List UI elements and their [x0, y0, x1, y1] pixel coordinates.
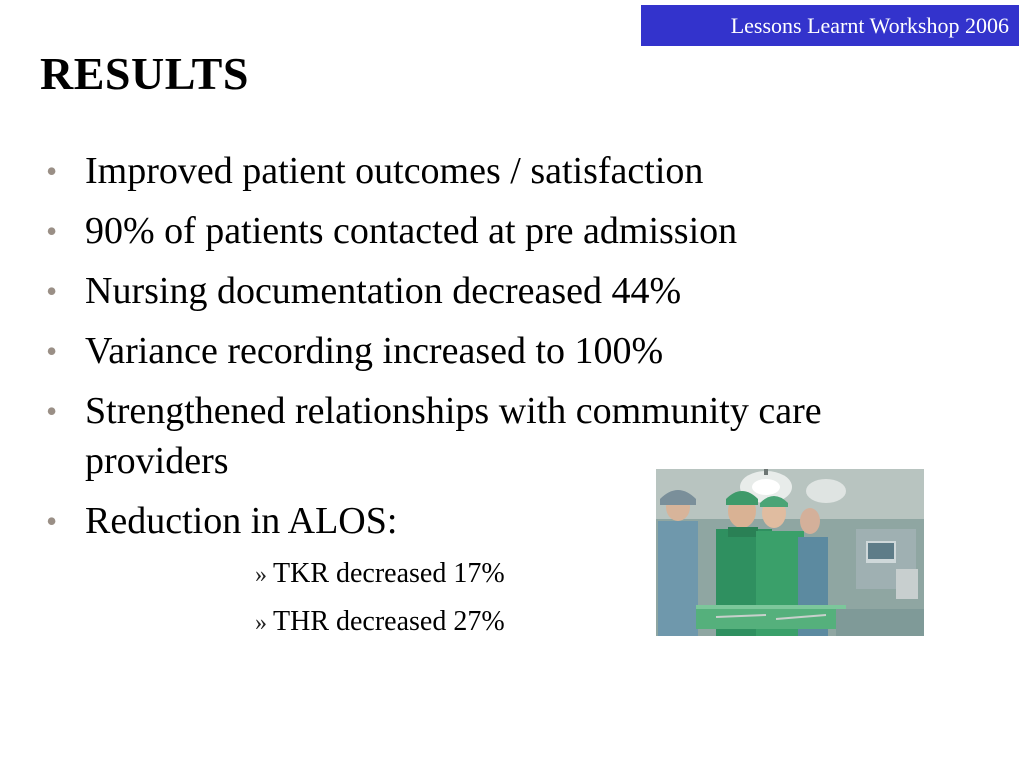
bullet-text: Variance recording increased to 100% [85, 330, 664, 372]
sub-bullet-item [255, 604, 505, 641]
bullet-text: Nursing documentation decreased 44% [85, 270, 682, 312]
bullet-dot-icon: • [46, 503, 58, 539]
sub-bullet-text: THR decreased 27% [273, 606, 505, 637]
sub-bullet-text: TKR decreased 17% [273, 558, 505, 589]
workshop-banner [641, 5, 1019, 46]
sub-bullet-icon: » [255, 610, 267, 636]
bullet-item [40, 206, 910, 256]
bullet-dot-icon: • [46, 333, 58, 369]
bullet-text: Reduction in ALOS: [85, 500, 398, 542]
slide-title: RESULTS [40, 48, 249, 99]
banner-text: Lessons Learnt Workshop 2006 [730, 13, 1009, 38]
photo-icon [656, 469, 924, 636]
bullet-item [40, 326, 910, 376]
sub-bullet-icon: » [255, 562, 267, 588]
bullet-text: 90% of patients contacted at pre admission [85, 210, 738, 252]
bullet-text: Strengthened relationships with community care providers [85, 390, 822, 482]
bullet-dot-icon: • [46, 213, 58, 249]
surgical-team-photo [656, 469, 924, 636]
bullet-dot-icon: • [46, 153, 58, 189]
bullet-dot-icon: • [46, 273, 58, 309]
bullet-item [40, 146, 910, 196]
sub-bullet-item [255, 556, 505, 593]
bullet-text: Improved patient outcomes / satisfaction [85, 150, 704, 192]
bullet-item [40, 266, 910, 316]
bullet-dot-icon: • [46, 393, 58, 429]
